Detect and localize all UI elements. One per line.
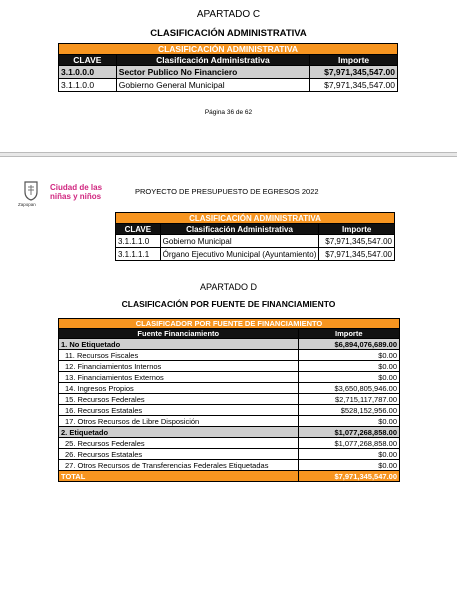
table-title: CLASIFICACIÓN ADMINISTRATIVA (116, 213, 395, 224)
row-importe: $7,971,345,547.00 (310, 66, 398, 79)
row-fuente: 13. Financiamientos Externos (59, 372, 299, 383)
row-clave: 3.1.0.0.0 (59, 66, 117, 79)
row-importe: $2,715,117,787.00 (298, 394, 399, 405)
funding-source-table (58, 318, 400, 482)
table-row (59, 438, 400, 449)
table-title: CLASIFICADOR POR FUENTE DE FINANCIAMIENTO (59, 319, 400, 329)
row-importe: $0.00 (298, 460, 399, 471)
table-row (59, 416, 400, 427)
row-fuente: 2. Etiquetado (59, 427, 299, 438)
table-row-total (59, 471, 400, 482)
row-clasificacion: Órgano Ejecutivo Municipal (Ayuntamiento) (160, 248, 319, 261)
row-fuente: 26. Recursos Estatales (59, 449, 299, 460)
row-importe: $0.00 (298, 350, 399, 361)
table-row (59, 394, 400, 405)
row-fuente: 1. No Etiquetado (59, 339, 299, 350)
col-header-fuente: Fuente Financiamiento (59, 329, 299, 339)
row-importe: $7,971,345,547.00 (310, 79, 398, 92)
row-importe: $0.00 (298, 449, 399, 460)
page-separator (0, 152, 457, 157)
row-fuente: 27. Otros Recursos de Transferencias Federales Etiquetadas (59, 460, 299, 471)
row-clasificacion: Sector Publico No Financiero (116, 66, 309, 79)
logo-subtitle: Zapopan (18, 202, 36, 207)
row-fuente: 16. Recursos Estatales (59, 405, 299, 416)
table-row (116, 248, 395, 261)
row-importe: $0.00 (298, 361, 399, 372)
col-header-clave: CLAVE (116, 224, 161, 235)
table-row (59, 460, 400, 471)
table-row (59, 405, 400, 416)
admin-class-table-2 (115, 212, 395, 261)
table-row (59, 79, 398, 92)
table-row (59, 66, 398, 79)
row-fuente: 14. Ingresos Propios (59, 383, 299, 394)
admin-class-table-1 (58, 43, 398, 92)
col-header-importe: Importe (319, 224, 395, 235)
section-label-c: APARTADO C (196, 9, 261, 20)
row-clave: 3.1.1.0.0 (59, 79, 117, 92)
row-importe: $3,650,805,946.00 (298, 383, 399, 394)
row-clave: 3.1.1.1.1 (116, 248, 161, 261)
col-header-clasificacion: Clasificación Administrativa (116, 55, 309, 66)
row-clasificacion: Gobierno Municipal (160, 235, 319, 248)
row-fuente: 17. Otros Recursos de Libre Disposición (59, 416, 299, 427)
logo-text: Ciudad de las niñas y niños (50, 183, 103, 201)
zapopan-shield-icon (22, 180, 40, 202)
section-heading-d: CLASIFICACIÓN POR FUENTE DE FINANCIAMIENTO (121, 299, 336, 309)
section-label-d: APARTADO D (199, 282, 257, 292)
row-importe: $1,077,268,858.00 (298, 427, 399, 438)
row-importe: $7,971,345,547.00 (298, 471, 399, 482)
table-row (59, 339, 400, 350)
row-importe: $0.00 (298, 416, 399, 427)
table-row (59, 427, 400, 438)
col-header-importe: Importe (298, 329, 399, 339)
row-importe: $1,077,268,858.00 (298, 438, 399, 449)
row-importe: $7,971,345,547.00 (319, 235, 395, 248)
row-importe: $528,152,956.00 (298, 405, 399, 416)
row-importe: $6,894,076,689.00 (298, 339, 399, 350)
row-fuente: 15. Recursos Federales (59, 394, 299, 405)
col-header-importe: Importe (310, 55, 398, 66)
row-fuente: 11. Recursos Fiscales (59, 350, 299, 361)
table-row (116, 235, 395, 248)
row-fuente: TOTAL (59, 471, 299, 482)
table-row (59, 449, 400, 460)
document-header-title: PROYECTO DE PRESUPUESTO DE EGRESOS 2022 (135, 187, 319, 196)
page-number: Página 36 de 62 (204, 109, 253, 116)
table-row (59, 372, 400, 383)
row-clave: 3.1.1.1.0 (116, 235, 161, 248)
row-importe: $0.00 (298, 372, 399, 383)
table-title: CLASIFICACIÓN ADMINISTRATIVA (59, 44, 398, 55)
table-row (59, 361, 400, 372)
row-clasificacion: Gobierno General Municipal (116, 79, 309, 92)
section-heading-c: CLASIFICACIÓN ADMINISTRATIVA (150, 28, 307, 39)
row-importe: $7,971,345,547.00 (319, 248, 395, 261)
row-fuente: 12. Financiamientos Internos (59, 361, 299, 372)
col-header-clave: CLAVE (59, 55, 117, 66)
table-row (59, 383, 400, 394)
table-row (59, 350, 400, 361)
col-header-clasificacion: Clasificación Administrativa (160, 224, 319, 235)
row-fuente: 25. Recursos Federales (59, 438, 299, 449)
